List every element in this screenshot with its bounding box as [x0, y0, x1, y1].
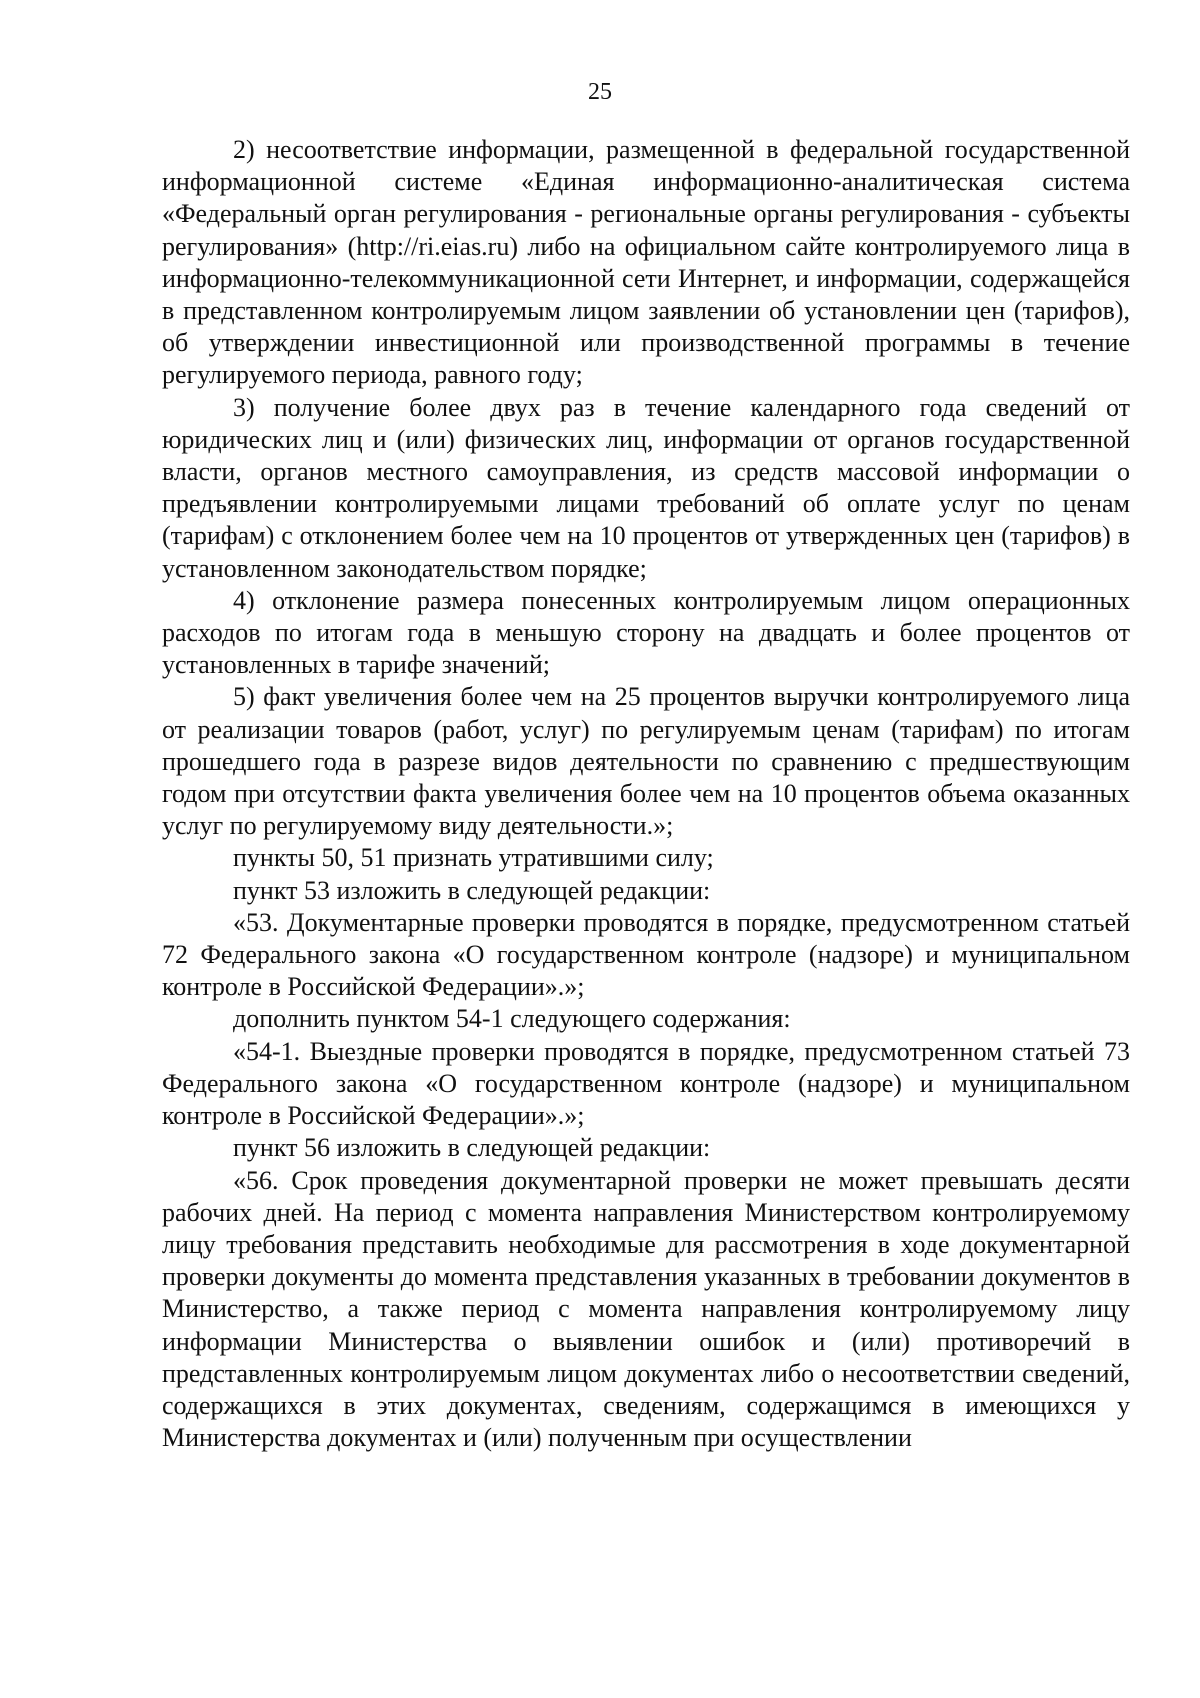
paragraph-points-50-51: пункты 50, 51 признать утратившими силу;	[233, 843, 714, 873]
paragraph-point-54-1-intro: дополнить пунктом 54-1 следующего содержания:	[233, 1004, 791, 1034]
paragraph-point-53-intro: пункт 53 изложить в следующей редакции:	[233, 875, 711, 905]
paragraph-item-3: 3) получение более двух раз в течение календарного года сведений от юридических лиц и (или) физических лиц, информации от органов государственной власти, органов местного самоуправления, из средств массовой информации о предъявлении контролируемыми лицами требований об оплате услуг по ценам (тарифам) с отклонением более чем на 10 процентов от утвержденных цен (тарифов) в установленном законодательством порядке;	[162, 392, 1130, 583]
page-number: 25	[588, 79, 612, 105]
paragraph-point-53: «53. Документарные проверки проводятся в порядке, предусмотренном статьей 72 Федерального закона «О государственном контроле (надзоре) и муниципальном контроле в Российской Федерации».»;	[162, 907, 1130, 1002]
paragraph-item-2: 2) несоответствие информации, размещенной в федеральной государственной информационной системе «Единая информационно-аналитическая система «Федеральный орган регулирования - региональные органы регулирования - субъекты регулирования» (http://ri.eias.ru) либо на официальном сайте контролируемого лица в информационно-телекоммуникационной сети Интернет, и информации, содержащейся в представленном контролируемым лицом заявлении об установлении цен (тарифов), об утверждении инвестиционной или производственной программы в течение регулируемого периода, равного году;	[162, 135, 1130, 390]
paragraph-point-56: «56. Срок проведения документарной проверки не может превышать десяти рабочих дней. На период с момента направления Министерством контролируемому лицу требования представить необходимые для рассмотрения в ходе документарной проверки документы до момента представления указанных в требовании документов в Министерство, а также период с момента направления контролируемому лицу информации Министерства о выявлении ошибок и (или) противоречий в представленных контролируемым лицом документах либо о несоответствии сведений, содержащихся в этих документах, сведениям, содержащимся в имеющихся у Министерства документах и (или) полученным при осуществлении	[162, 1165, 1130, 1453]
paragraph-item-4: 4) отклонение размера понесенных контролируемым лицом операционных расходов по итогам года в меньшую сторону на двадцать и более процентов от установленных в тарифе значений;	[162, 585, 1130, 680]
paragraph-point-56-intro: пункт 56 изложить в следующей редакции:	[233, 1133, 711, 1163]
paragraph-point-54-1: «54-1. Выездные проверки проводятся в порядке, предусмотренном статьей 73 Федерального закона «О государственном контроле (надзоре) и муниципальном контроле в Российской Федерации».»;	[162, 1036, 1130, 1131]
paragraph-item-5: 5) факт увеличения более чем на 25 процентов выручки контролируемого лица от реализации товаров (работ, услуг) по регулируемым ценам (тарифам) по итогам прошедшего года в разрезе видов деятельности по сравнению с предшествующим годом при отсутствии факта увеличения более чем на 10 процентов объема оказанных услуг по регулируемому виду деятельности.»;	[162, 682, 1130, 841]
document-body	[162, 134, 1130, 1454]
